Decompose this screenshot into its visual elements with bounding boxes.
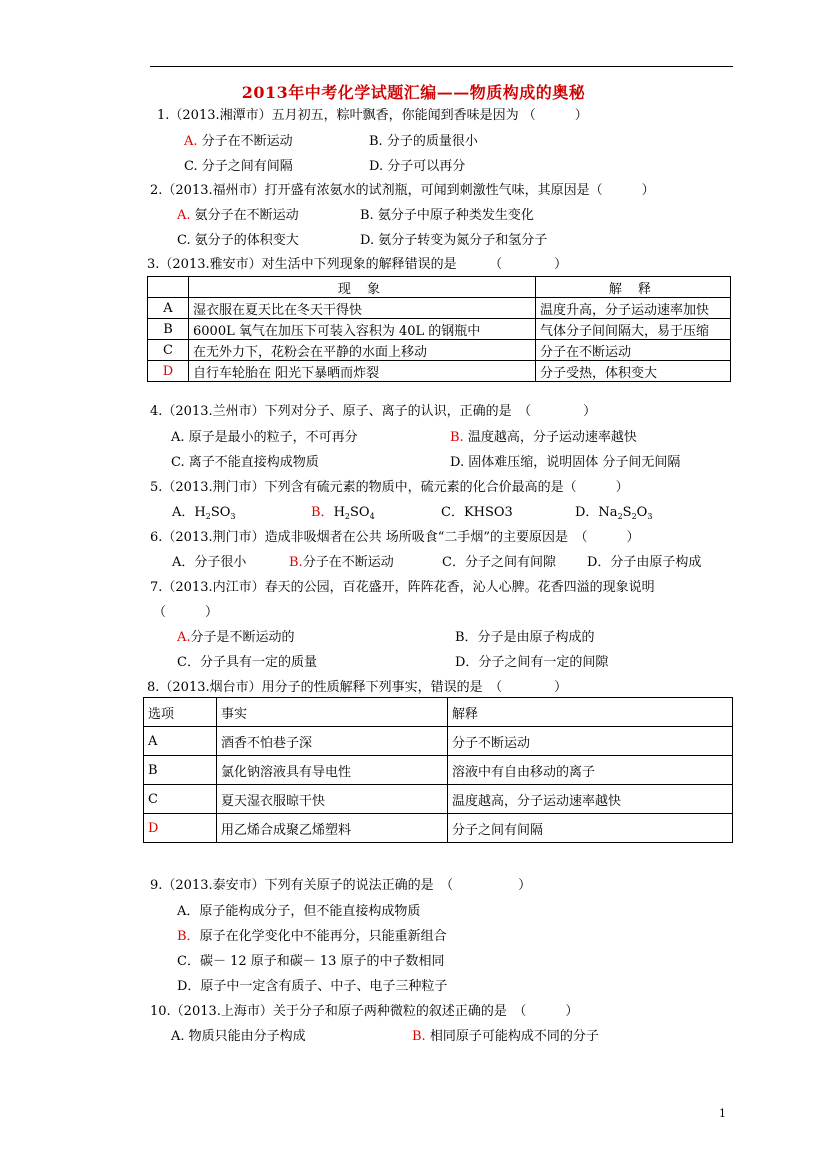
q9-stem: 9.（2013.泰安市）下列有关原子的说法正确的是 （ ） — [150, 878, 532, 893]
q9-option-c: C．碳－ 12 原子和碳－ 13 原子的中子数相同 — [177, 954, 445, 969]
q2-option-d: D. 氨分子转变为氮分子和氢分子 — [360, 233, 548, 248]
q4-option-a: A. 原子是最小的粒子，不可再分 — [171, 430, 358, 445]
q6-option-b — [289, 555, 394, 571]
table-header-cell: 解 释 — [536, 277, 731, 298]
q7-option-a — [177, 630, 295, 646]
q5-answer-letter: B． — [311, 505, 334, 520]
table-cell: 温度越高，分子运动速率越快 — [448, 785, 733, 814]
q5-stem: 5.（2013.荆门市）下列含有硫元素的物质中，硫元素的化合价最高的是（ ） — [150, 480, 629, 495]
q5-option-d: D．$Na_2S_2O_3$ — [575, 505, 653, 521]
q6-answer-letter: B. — [289, 555, 303, 570]
table-row — [144, 785, 733, 814]
table-cell-letter: B — [148, 319, 189, 340]
q7-answer-paren: （ ） — [153, 605, 219, 620]
q6-option-c: C．分子之间有间隙 — [442, 555, 556, 570]
q2-answer-letter: A. — [177, 208, 191, 223]
table-row — [144, 756, 733, 785]
table-cell: 6000L 氧气在加压下可装入容积为 40L 的钢瓶中 — [189, 319, 536, 340]
table-cell: 气体分子间间隔大，易于压缩 — [536, 319, 731, 340]
q4-answer-letter: B. — [450, 430, 464, 445]
table-cell: 在无外力下，花粉会在平静的水面上移动 — [189, 340, 536, 361]
table-cell: 温度升高，分子运动速率加快 — [536, 298, 731, 319]
table-header-cell: 现 象 — [189, 277, 536, 298]
q2-option-a-text: 氨分子在不断运动 — [194, 208, 299, 223]
q2-option-b: B. 氨分子中原子种类发生变化 — [360, 208, 534, 223]
q6-option-a: A．分子很小 — [172, 555, 247, 570]
q9-option-b — [177, 929, 447, 945]
q2-stem: 2.（2013.福州市）打开盛有浓氨水的试剂瓶，可闻到刺激性气味，其原因是（ ） — [150, 183, 655, 198]
q9-answer-letter: B． — [177, 929, 200, 944]
table-cell — [148, 277, 189, 298]
table-row — [148, 361, 731, 382]
table-row — [144, 814, 733, 843]
table-header-cell: 事实 — [217, 698, 448, 727]
table-cell: 分子之间有间隔 — [448, 814, 733, 843]
q7-stem: 7.（2013.内江市）春天的公园，百花盛开，阵阵花香，沁人心脾。花香四溢的现象说明 — [150, 580, 655, 595]
q1-option-d: D. 分子可以再分 — [369, 159, 466, 174]
document-title: 2013年中考化学试题汇编——物质构成的奥秘 — [241, 83, 586, 102]
top-rule — [150, 66, 733, 67]
table-cell: 分子不断运动 — [448, 727, 733, 756]
q6-option-b-text: 分子在不断运动 — [302, 555, 394, 570]
table-cell-letter: C — [148, 340, 189, 361]
q5-option-a: A．$H_2SO_3$ — [172, 505, 236, 521]
table-cell: 氯化钠溶液具有导电性 — [217, 756, 448, 785]
table-row — [148, 298, 731, 319]
table-header-cell: 选项 — [144, 698, 217, 727]
table-cell: 分子受热，体积变大 — [536, 361, 731, 382]
table-cell: 溶液中有自由移动的离子 — [448, 756, 733, 785]
table-header-row — [144, 698, 733, 727]
table-row — [148, 319, 731, 340]
q4-option-b — [450, 430, 637, 446]
table-cell: 酒香不怕巷子深 — [217, 727, 448, 756]
table-cell-letter: C — [144, 785, 217, 814]
table-row — [148, 340, 731, 361]
q5-option-c: C．KHSO3 — [441, 505, 513, 520]
table-cell: 自行车轮胎在 阳光下暴晒而炸裂 — [189, 361, 536, 382]
q10-option-b — [412, 1029, 599, 1045]
q9-option-d: D．原子中一定含有质子、中子、电子三种粒子 — [177, 979, 448, 994]
q10-answer-letter: B. — [412, 1029, 426, 1044]
page-number: 1 — [719, 1107, 726, 1120]
q4-option-c: C. 离子不能直接构成物质 — [171, 455, 319, 470]
q3-stem: 3.（2013.雅安市）对生活中下列现象的解释错误的是 （ ） — [147, 257, 568, 272]
q1-option-c: C. 分子之间有间隔 — [184, 159, 293, 174]
q1-option-a-text: 分子在不断运动 — [201, 134, 293, 149]
table-cell: 用乙烯合成聚乙烯塑料 — [217, 814, 448, 843]
table-cell: 夏天湿衣服晾干快 — [217, 785, 448, 814]
table-cell-letter: B — [144, 756, 217, 785]
table-cell-letter: A — [144, 727, 217, 756]
q7-option-c: C．分子具有一定的质量 — [177, 655, 317, 670]
q7-answer-letter: A. — [177, 630, 191, 645]
q4-stem: 4.（2013.兰州市）下列对分子、原子、离子的认识，正确的是 （ ） — [150, 404, 597, 419]
q1-stem: 1.（2013.湘潭市）五月初五，粽叶飘香，你能闻到香味是因为 （ ） — [157, 108, 588, 123]
table-header-row — [148, 277, 731, 298]
q8-stem: 8.（2013.烟台市）用分子的性质解释下列事实，错误的是 （ ） — [147, 680, 568, 695]
q2-option-a — [177, 208, 299, 224]
q6-stem: 6.（2013.荆门市）造成非吸烟者在公共 场所吸食“二手烟”的主要原因是 （ ） — [150, 530, 640, 545]
q5-option-b: B．$H_2SO_4$ — [311, 505, 375, 521]
table-cell: 湿衣服在夏天比在冬天干得快 — [189, 298, 536, 319]
q1-option-b: B. 分子的质量很小 — [369, 134, 478, 149]
q6-option-d: D．分子由原子构成 — [587, 555, 702, 570]
q10-option-a: A. 物质只能由分子构成 — [171, 1029, 306, 1044]
q10-stem: 10.（2013.上海市）关于分子和原子两种微粒的叙述正确的是 （ ） — [150, 1004, 579, 1019]
table-cell-answer-letter: D — [148, 361, 189, 382]
q9-option-b-text: 原子在化学变化中不能再分，只能重新组合 — [199, 929, 447, 944]
q2-option-c: C. 氨分子的体积变大 — [177, 233, 299, 248]
q7-option-d: D．分子之间有一定的间隙 — [455, 655, 609, 670]
table-cell-answer-letter: D — [144, 814, 217, 843]
q1-option-a — [184, 134, 293, 150]
table-cell-letter: A — [148, 298, 189, 319]
q7-option-a-text: 分子是不断运动的 — [190, 630, 295, 645]
q1-answer-letter: A. — [184, 134, 198, 149]
q9-option-a: A．原子能构成分子，但不能直接构成物质 — [177, 904, 421, 919]
table-cell: 分子在不断运动 — [536, 340, 731, 361]
q4-option-b-text: 温度越高，分子运动速率越快 — [467, 430, 637, 445]
q8-table — [143, 697, 733, 843]
q4-option-d: D. 固体难压缩，说明固体 分子间无间隔 — [450, 455, 681, 470]
q3-table — [147, 276, 731, 382]
q7-option-b: B．分子是由原子构成的 — [455, 630, 595, 645]
table-header-cell: 解释 — [448, 698, 733, 727]
table-row — [144, 727, 733, 756]
q10-option-b-text: 相同原子可能构成不同的分子 — [429, 1029, 599, 1044]
